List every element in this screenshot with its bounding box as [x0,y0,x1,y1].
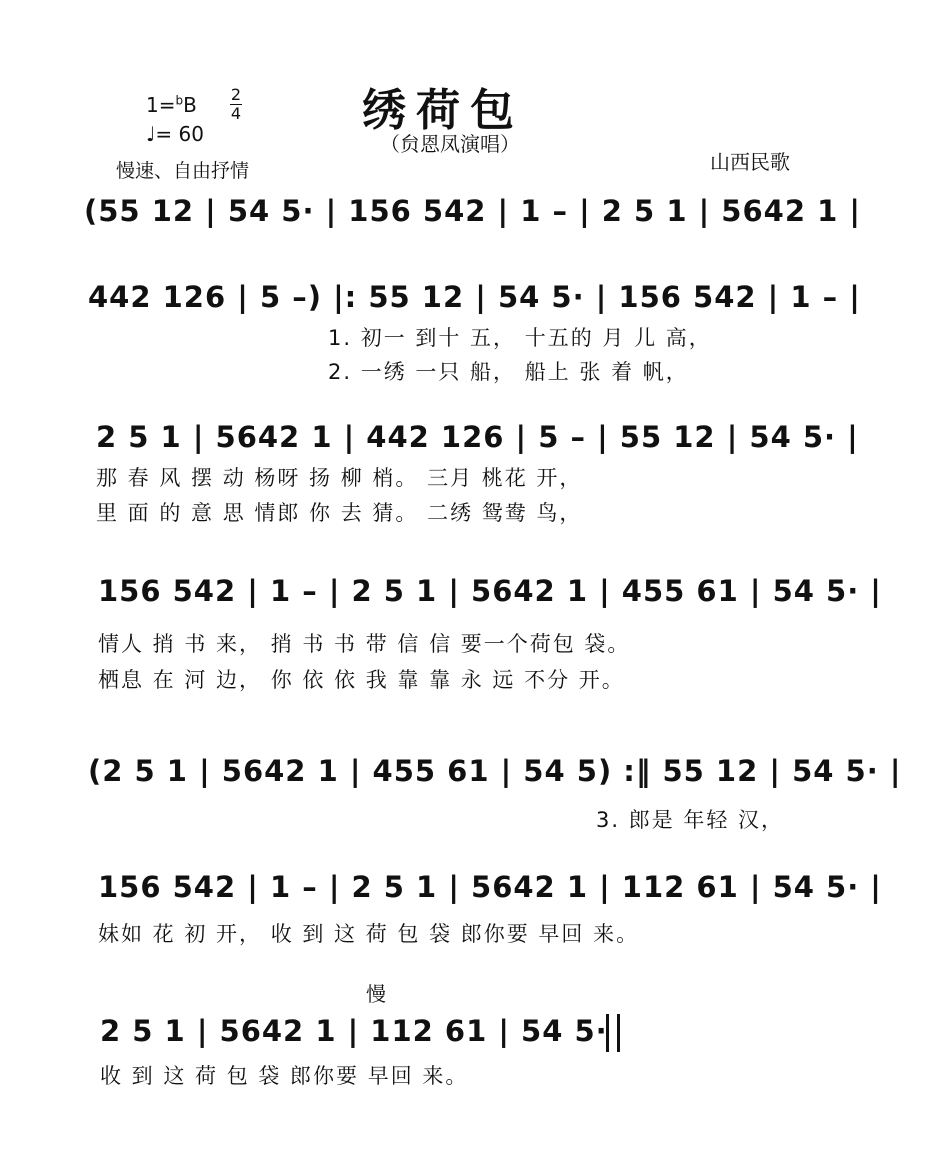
lyric-row-6: 妹如 花 初 开， 收 到 这 荷 包 袋 郎你要 早回 来。 [98,922,640,946]
performer-credit: （贠恩凤演唱） [380,132,520,156]
notation-row-3: 2 5 1 | 5642 1 | 442 126 | 5 – | 55 12 | 54 5· | [96,420,859,454]
composer-credit: 山西民歌 [710,150,790,174]
tempo-mark: ♩= 60 [146,122,204,146]
lyric-row-3-verse-2: 里 面 的 意 思 情郎 你 去 猜。 二绣 鸳鸯 鸟， [96,501,583,525]
lyric-row-7: 收 到 这 荷 包 袋 郎你要 早回 来。 [100,1064,469,1088]
notation-row-6: 156 542 | 1 – | 2 5 1 | 5642 1 | 112 61 | 54 5· | [98,870,882,904]
notation-row-5: (2 5 1 | 5642 1 | 455 61 | 54 5) :‖ 55 12 | 54 5· | [88,754,902,788]
lyric-row-2-verse-1: 1. 初一 到十 五， 十五的 月 儿 高， [328,326,712,350]
key-signature [146,93,197,117]
flat-sign: b [175,93,184,108]
song-title: 绣荷包 [362,85,524,136]
notation-row-4: 156 542 | 1 – | 2 5 1 | 5642 1 | 455 61 | 54 5· | [98,574,882,608]
lyric-row-2-verse-2: 2. 一绣 一只 船， 船上 张 着 帆， [328,360,689,384]
time-signature [230,86,242,123]
lyric-row-5-verse-3: 3. 郎是 年轻 汉， [596,808,785,832]
expression-mark: 慢速、自由抒情 [116,160,250,182]
notation-row-7: 2 5 1 | 5642 1 | 112 61 | 54 5· [100,1014,608,1048]
notation-row-1: (55 12 | 54 5· | 156 542 | 1 – | 2 5 1 | 5642 1 | [84,194,861,228]
lyric-row-4-verse-2: 栖息 在 河 边， 你 依 依 我 靠 靠 永 远 不分 开。 [98,668,625,692]
meter-top: 2 [230,85,242,104]
lyric-row-3-verse-1: 那 春 风 摆 动 杨呀 扬 柳 梢。 三月 桃花 开， [96,466,583,490]
key-prefix: 1= [146,93,176,117]
key-note: B [183,93,197,117]
notation-row-2: 442 126 | 5 –) |: 55 12 | 54 5· | 156 542 | 1 – | [88,280,861,314]
meter-bottom: 4 [230,104,242,123]
final-barline [606,1014,620,1052]
slow-mark: 慢 [366,982,386,1006]
lyric-row-4-verse-1: 情人 捎 书 来， 捎 书 书 带 信 信 要一个荷包 袋。 [98,632,631,656]
